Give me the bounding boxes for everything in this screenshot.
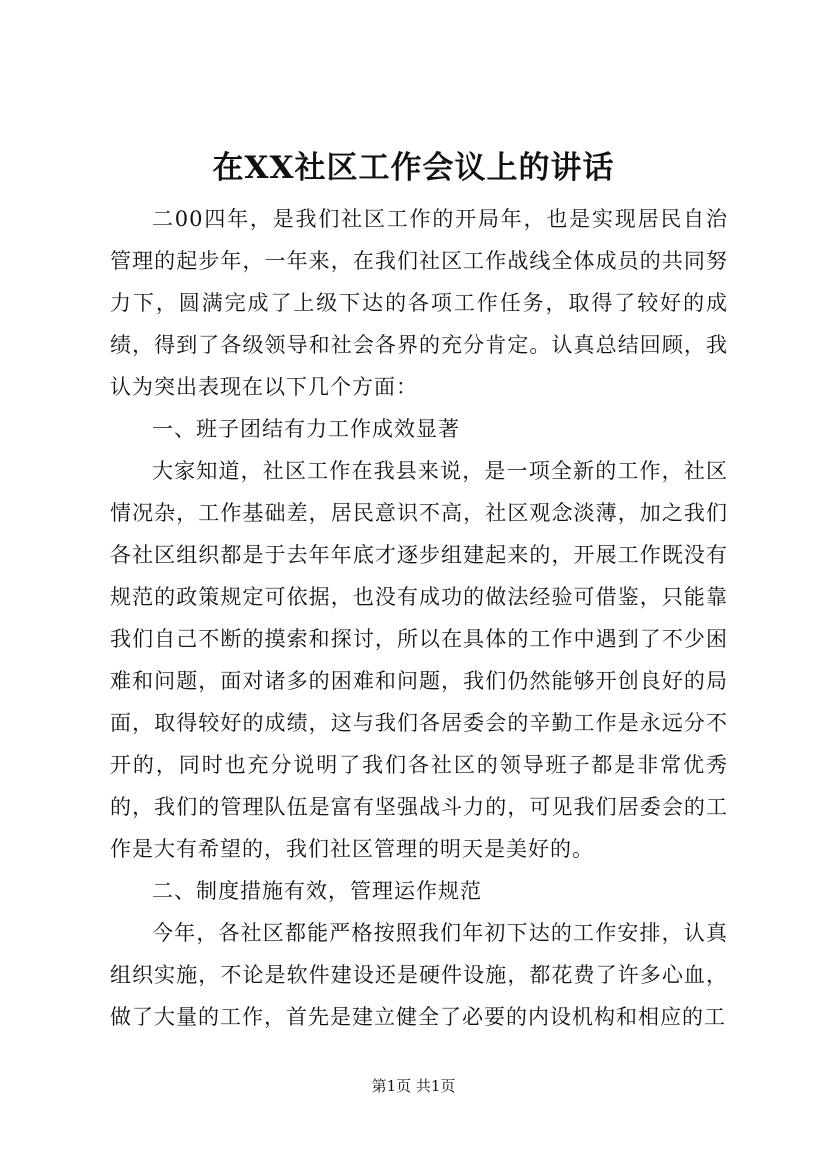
- document-body: [110, 198, 728, 1038]
- paragraph-section-1: 大家知道，社区工作在我县来说，是一项全新的工作，社区情况杂，工作基础差，居民意识不高，社区观念淡薄，加之我们各社区组织都是于去年年底才逐步组建起来的，开展工作既没有规范的政策规定可依据，也没有成功的做法经验可借鉴，只能靠我们自己不断的摸索和探讨，所以在具体的工作中遇到了不少困难和问题，面对诸多的困难和问题，我们仍然能够开创良好的局面，取得较好的成绩，这与我们各居委会的辛勤工作是永远分不开的，同时也充分说明了我们各社区的领导班子都是非常优秀的，我们的管理队伍是富有坚强战斗力的，可见我们居委会的工作是大有希望的，我们社区管理的明天是美好的。: [110, 459, 728, 861]
- paragraph-intro: 二00四年，是我们社区工作的开局年，也是实现居民自治管理的起步年，一年来，在我们社区工作战线全体成员的共同努力下，圆满完成了上级下达的各项工作任务，取得了较好的成绩，得到了各级领导和社会各界的充分肯定。认真总结回顾，我认为突出表现在以下几个方面：: [110, 207, 728, 399]
- page-number-footer: 第1页 共1页: [371, 1077, 456, 1095]
- paragraph-section-2: 今年，各社区都能严格按照我们年初下达的工作安排，认真组织实施，不论是软件建设还是硬件设施，都花费了许多心血，做了大量的工作，首先是建立健全了必要的内设机构和相应的工: [110, 921, 728, 1029]
- section-heading-1: 一、班子团结有力工作成效显著: [152, 417, 460, 441]
- document-title: 在XX社区工作会议上的讲话: [212, 150, 615, 186]
- section-heading-2: 二、制度措施有效，管理运作规范: [152, 879, 482, 903]
